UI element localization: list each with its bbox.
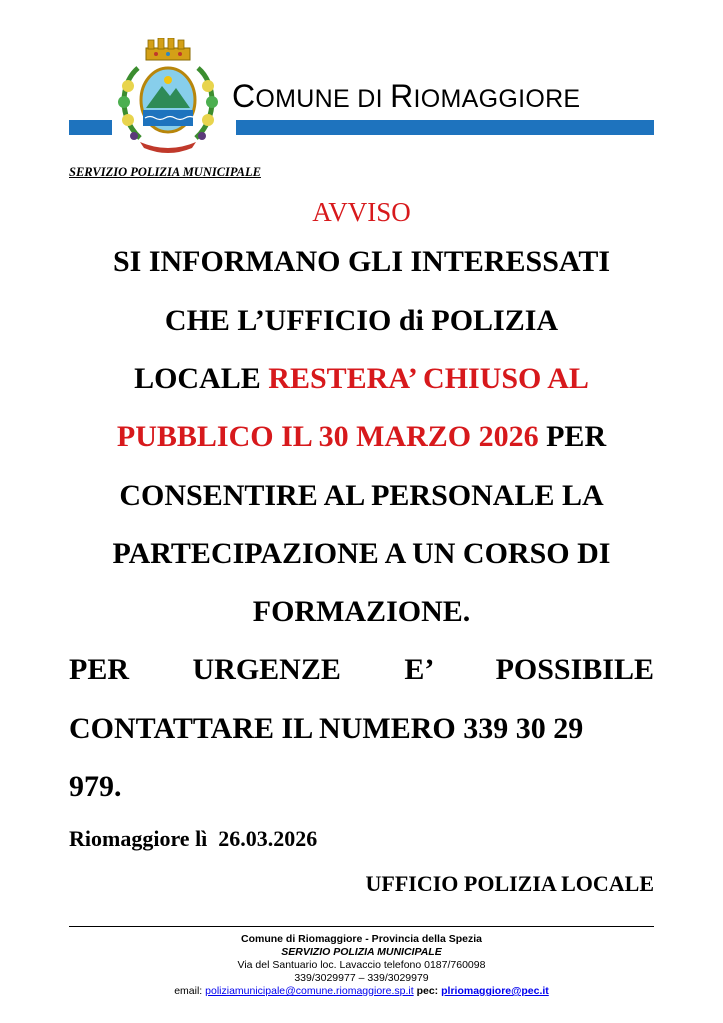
footer-line-1: Comune di Riomaggiore - Provincia della Spezia [241,933,482,945]
notice-line-8: PER URGENZE E’ POSSIBILE [69,653,654,686]
footer-line-4: 339/3029977 – 339/3029979 [294,972,429,984]
crown-icon [146,38,190,60]
service-label: SERVIZIO POLIZIA MUNICIPALE [69,165,261,179]
notice-line-3 [69,361,654,397]
notice-line-1: SI INFORMANO GLI INTERESSATI [112,245,611,278]
signature: UFFICIO POLIZIA LOCALE [365,871,654,896]
email-label: email: [174,985,206,997]
municipal-crest-logo [110,38,226,156]
ribbon-icon [140,142,196,153]
header-bar-left [69,120,112,135]
shield-icon [141,68,195,132]
footer-line-2: SERVIZIO POLIZIA MUNICIPALE [281,946,442,958]
title-part-1: OMUNE DI [255,85,391,113]
pec-label: pec: [413,985,442,997]
title-part-2: IOMAGGIORE [413,85,581,113]
header-bar-right [236,120,654,135]
notice-line-7: FORMAZIONE. [252,595,471,628]
date-line: Riomaggiore lì 26.03.2026 [69,826,318,851]
notice-line-4-red: PUBBLICO IL 30 MARZO 2026 [116,420,539,453]
notice-heading: AVVISO [312,197,411,227]
municipality-title [232,78,580,115]
notice-line-10: 979. [69,770,122,803]
title-initial-c: C [232,78,256,114]
notice-line-9: CONTATTARE IL NUMERO 339 30 29 [69,712,584,745]
pec-link[interactable]: plriomaggiore@pec.it [441,985,549,997]
footer-line-3: Via del Santuario loc. Lavaccio telefono 0187/760098 [237,959,486,971]
footer-divider [69,926,654,927]
notice-line-4-black: PER [538,420,607,453]
notice-line-6: PARTECIPAZIONE A UN CORSO DI [112,537,611,570]
notice-line-3-black: LOCALE [134,362,269,395]
title-initial-r: R [390,78,414,114]
footer-contacts [69,985,654,998]
notice-line-4 [69,419,654,455]
notice-line-3-red: RESTERA’ CHIUSO AL [268,362,589,395]
email-link[interactable]: poliziamunicipale@comune.riomaggiore.sp.it [205,985,414,997]
notice-line-2: CHE L’UFFICIO di POLIZIA [164,304,559,337]
notice-line-5: CONSENTIRE AL PERSONALE LA [119,479,604,512]
